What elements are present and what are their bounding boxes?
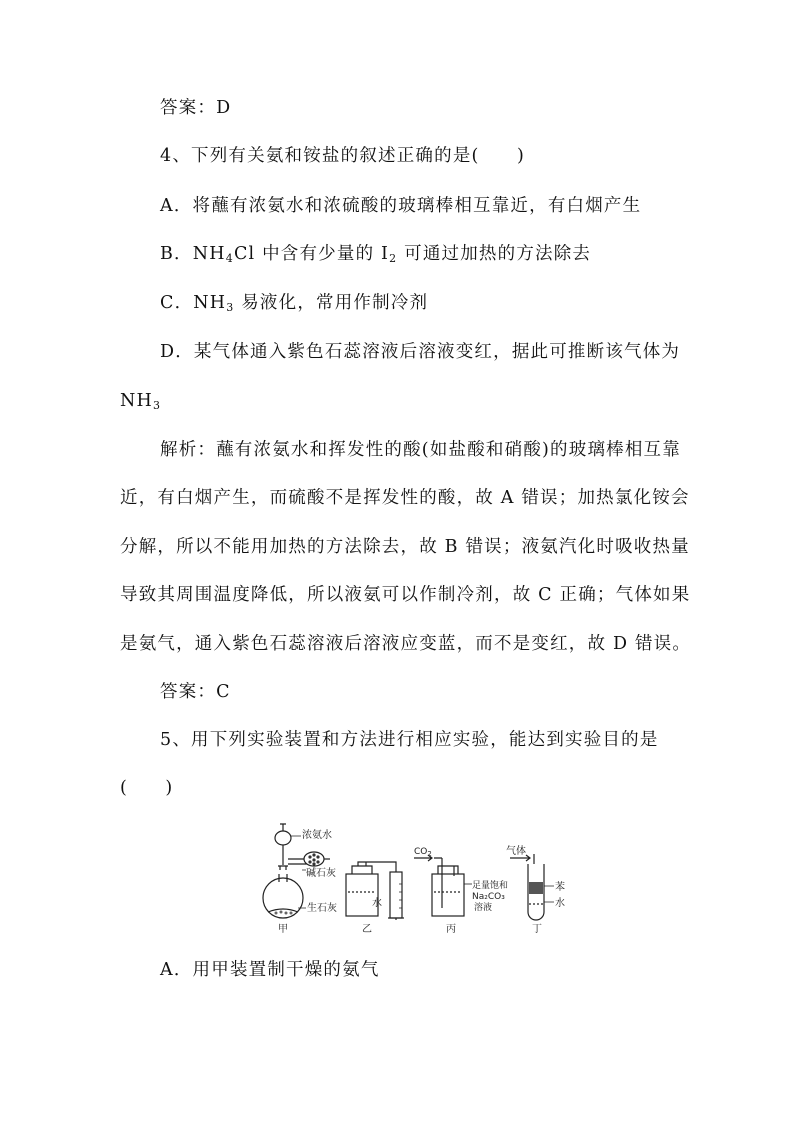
q5-stem-line1: 5、用下列实验装置和方法进行相应实验，能达到实验目的是 xyxy=(160,730,659,750)
apparatus-yi xyxy=(346,862,404,920)
q4-option-d-line1: D．某气体通入紫色石蕊溶液后溶液变红，据此可推断该气体为 xyxy=(160,342,681,362)
label-ding: 丁 xyxy=(532,924,542,935)
label-yi-water: 水 xyxy=(372,898,382,909)
label-co2: $CO_2$ xyxy=(414,847,432,858)
label-bing: 丙 xyxy=(446,924,456,935)
answer-q4: 答案：C xyxy=(160,682,231,702)
q4-stem: 4、下列有关氨和铵盐的叙述正确的是( ) xyxy=(160,146,525,166)
label-jia: 甲 xyxy=(278,924,288,935)
label-soda-lime: 碱石灰 xyxy=(306,868,336,879)
q4-option-a: A．将蘸有浓氨水和浓硫酸的玻璃棒相互靠近，有白烟产生 xyxy=(160,196,642,216)
label-nh3-water: 浓氨水 xyxy=(302,830,332,841)
analysis-line-4: 导致其周围温度降低，所以液氨可以作制冷剂，故 C 正确；气体如果 xyxy=(120,585,691,605)
label-quicklime: 生石灰 xyxy=(307,903,337,914)
analysis-line-3: 分解，所以不能用加热的方法除去，故 B 错误；液氨汽化时吸收热量 xyxy=(120,537,690,557)
label-ding-water: 水 xyxy=(555,898,565,909)
analysis-line-1: 解析：蘸有浓氨水和挥发性的酸(如盐酸和硝酸)的玻璃棒相互靠 xyxy=(160,440,681,460)
q4-option-d-line2: $NH_3$ xyxy=(120,391,162,412)
apparatus-bing xyxy=(414,855,472,916)
q5-stem-line2: ( ) xyxy=(120,778,174,798)
apparatus-figure xyxy=(262,814,582,938)
label-solution: 溶液 xyxy=(474,903,493,913)
analysis-line-5: 是氨气，通入紫色石蕊溶液后溶液应变蓝，而不是变红，故 D 错误。 xyxy=(120,634,692,654)
apparatus-ding xyxy=(510,854,554,920)
label-benzene: 苯 xyxy=(555,882,565,893)
q5-option-a: A．用甲装置制干燥的氨气 xyxy=(160,960,380,980)
label-yi: 乙 xyxy=(362,924,372,935)
answer-prev: 答案：D xyxy=(160,98,232,118)
q4-option-b: B．$NH_4Cl$ 中含有少量的 $I_2$ 可通过加热的方法除去 xyxy=(160,244,592,265)
label-saturated: 足量饱和 xyxy=(472,881,509,891)
q4-option-c: C．$NH_3$ 易液化，常用作制冷剂 xyxy=(160,293,429,314)
label-na2co3: Na₂CO₃ xyxy=(472,892,505,902)
analysis-line-2: 近，有白烟产生，而硫酸不是挥发性的酸，故 A 错误；加热氯化铵会 xyxy=(120,488,690,508)
label-gas: 气体 xyxy=(506,846,526,857)
